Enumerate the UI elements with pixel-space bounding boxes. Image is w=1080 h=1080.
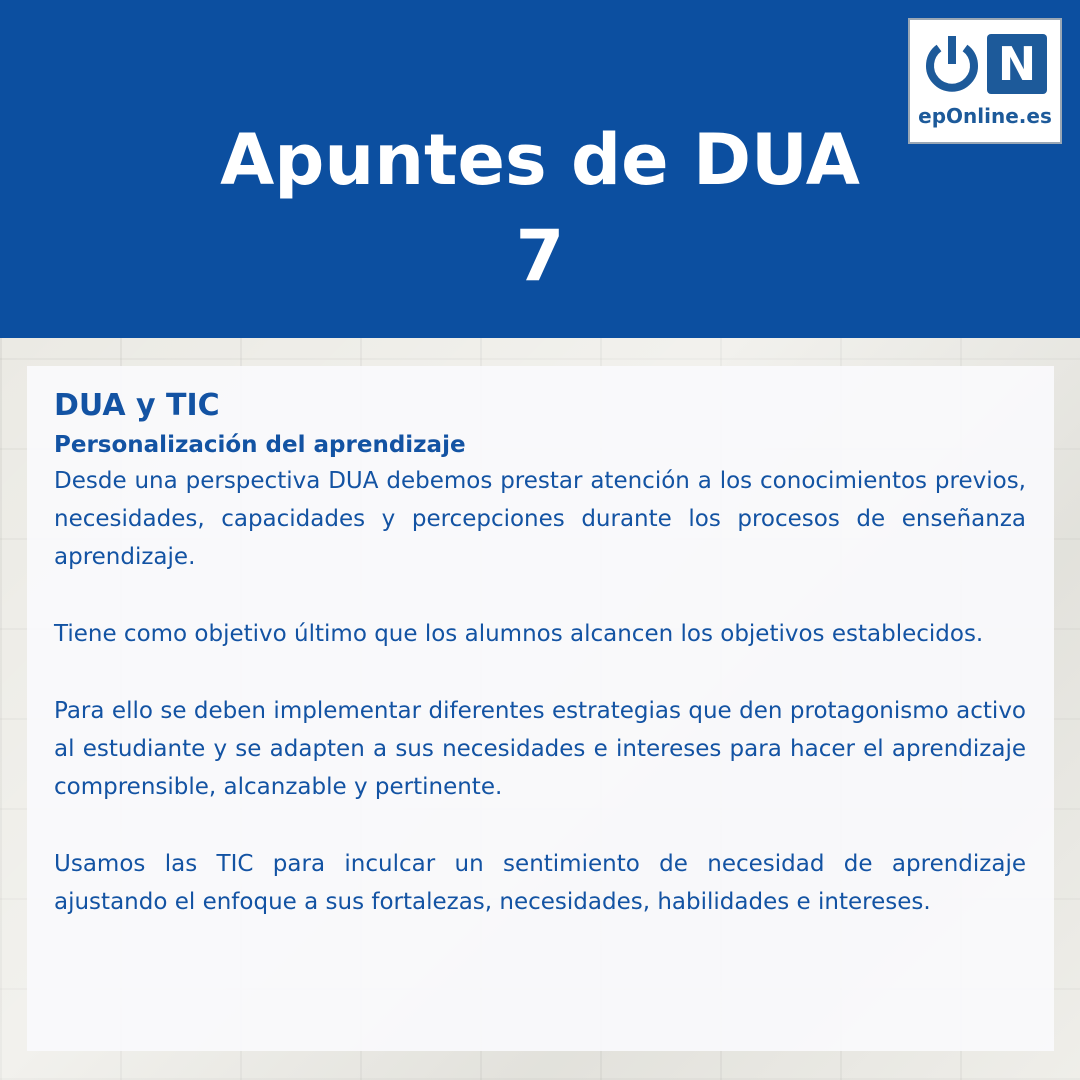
section-heading: DUA y TIC: [54, 388, 220, 423]
logo-brand-text: epOnline.es: [918, 104, 1052, 128]
content-card: [27, 366, 1054, 1051]
title-line-2: 7: [515, 215, 565, 297]
section-subheading: Personalización del aprendizaje: [54, 432, 466, 458]
logo-letter-box: N: [987, 34, 1047, 94]
header-banner: [0, 0, 1080, 338]
paragraph-2: Tiene como objetivo último que los alumnos alcancen los objetivos establecidos.: [54, 621, 984, 647]
paragraph-3: Para ello se deben implementar diferentes estrategias que den protagonismo activo al estudiante y se adapten a sus necesidades e intereses para hacer el aprendizaje comprensible, alcanzable y pertinente.: [54, 698, 1026, 800]
paragraph-4: Usamos las TIC para inculcar un sentimiento de necesidad de aprendizaje ajustando el enfoque a sus fortalezas, necesidades, habilidades e intereses.: [54, 851, 1026, 915]
card-content: [54, 386, 1026, 960]
title-line-1: Apuntes de DUA: [220, 119, 860, 201]
power-icon: [923, 34, 981, 94]
paragraph-1: Desde una perspectiva DUA debemos prestar atención a los conocimientos previos, necesidades, capacidades y percepciones durante los procesos de enseñanza aprendizaje.: [54, 468, 1026, 570]
eponline-logo: [908, 18, 1062, 144]
